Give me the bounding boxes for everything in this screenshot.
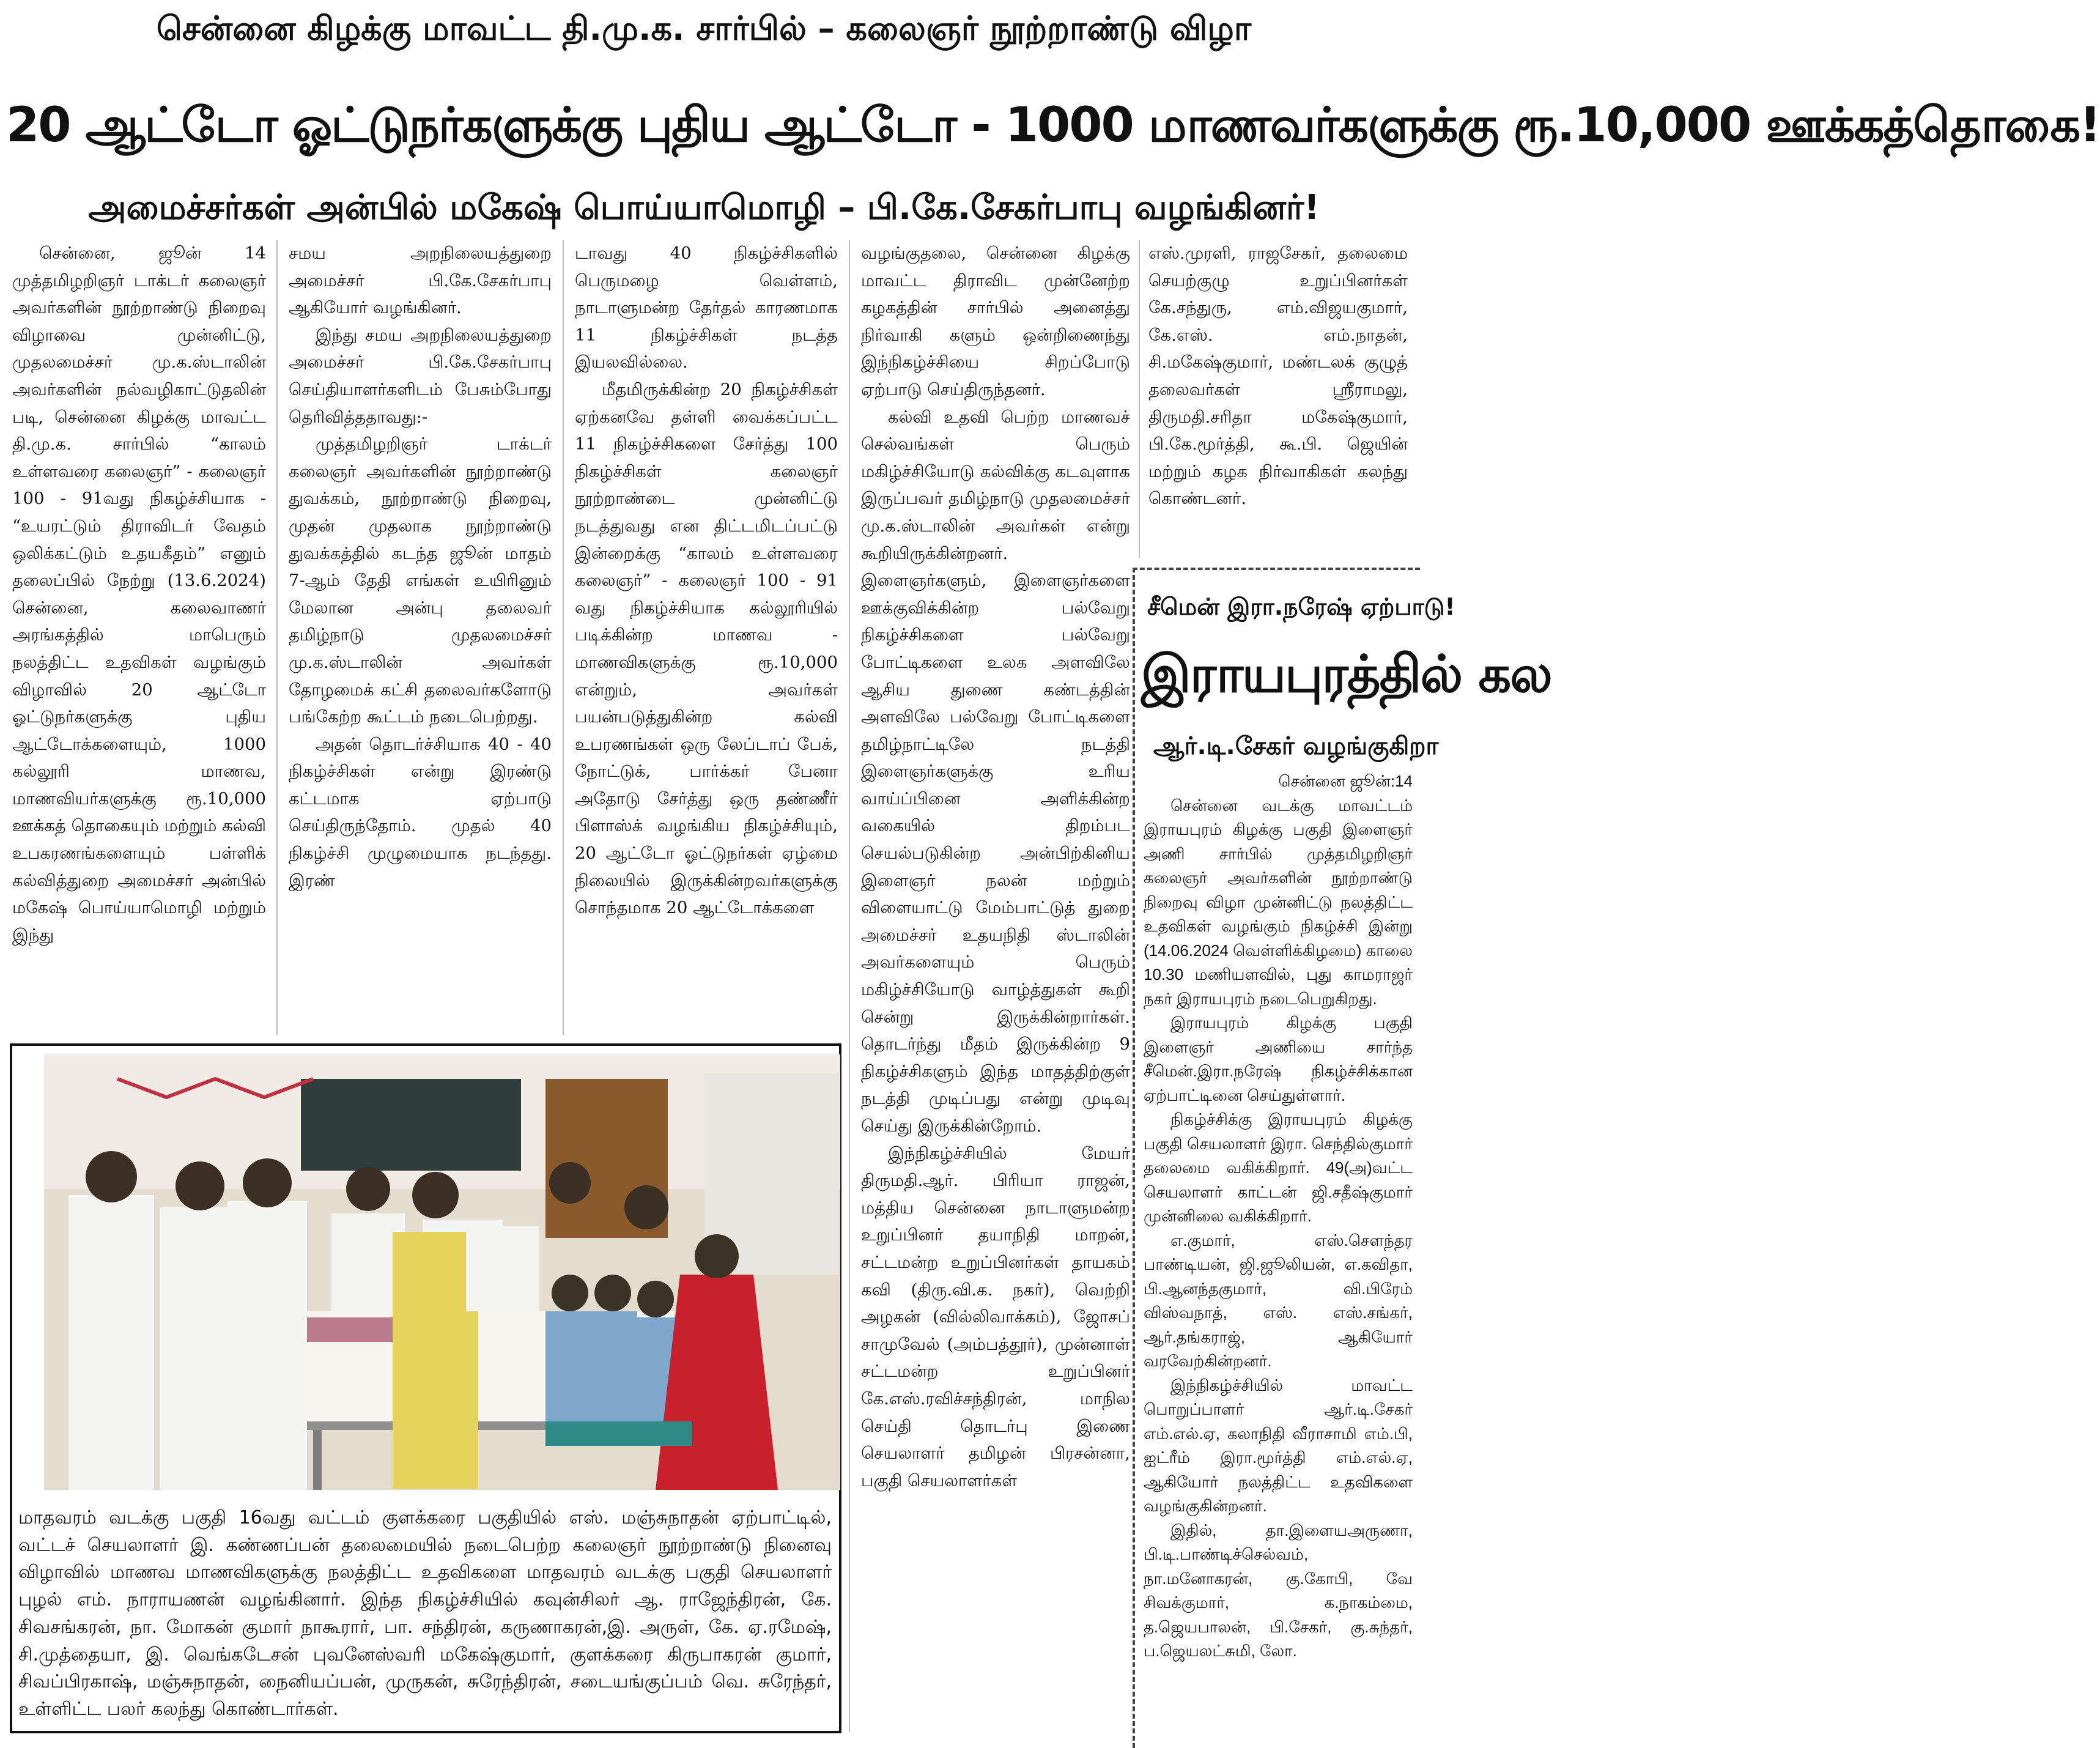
article-column-3 <box>575 240 838 1035</box>
event-photo <box>44 1054 840 1490</box>
sidebar-kicker: சீமென் இரா.நரேஷ் ஏற்பாடு! <box>1147 593 1455 620</box>
column-divider <box>1139 240 1140 558</box>
article-column-2 <box>289 240 552 1035</box>
article-column-4 <box>861 240 1130 1732</box>
article-kicker: சென்னை கிழக்கு மாவட்ட தி.மு.க. சார்பில் – கலைஞர் நூற்றாண்டு விழா <box>156 9 1252 48</box>
photo-feature <box>10 1043 841 1733</box>
paragraph: இந்து சமய அறநிலையத்துறை அமைச்சர் பி.கே.சேகர்பாபு செய்தியாளர்களிடம் பேசும்போது தெரிவித்ததாவது:- <box>289 325 552 427</box>
column-divider <box>276 240 278 1035</box>
column-divider <box>563 240 564 1035</box>
sidebar-body <box>1144 769 1413 1748</box>
article-column-1 <box>12 240 266 1035</box>
paragraph: சமய அறநிலையத்துறை அமைச்சர் பி.கே.சேகர்பாபு ஆகியோர் வழங்கினர். <box>289 243 552 318</box>
column-divider <box>849 240 850 1732</box>
sidebar-article <box>1133 568 1551 1748</box>
article-headline: 20 ஆட்டோ ஓட்டுநர்களுக்கு புதிய ஆட்டோ - 1000 மாணவர்களுக்கு ரூ.10,000 ஊக்கத்தொகை! <box>6 98 2100 153</box>
sidebar-subhead: ஆர்.டி.சேகர் வழங்குகிறா <box>1153 732 1439 760</box>
paragraph: மீதமிருக்கின்ற 20 நிகழ்ச்சிகள் ஏற்கனவே தள்ளி வைக்கப்பட்ட 11 நிகழ்ச்சிகளை சேர்த்து 100 நிகழ்ச்சிகள் கலைஞர் நூற்றாண்டை முன்னிட்டு நடத்துவது என திட்டமிடப்பட்டு இன்றைக்கு “காலம் உள்ளவரை கலைஞர்” - கலைஞர் 100 - 91 வது நிகழ்ச்சியாக கல்லூரியில் படிக்கின்ற மாணவ - மாணவிகளுக்கு ரூ.10,000 என்றும், அவர்கள் பயன்படுத்துகின்ற கல்வி உபரணங்கள் ஒரு லேப்டாப் பேக், நோட்டுக், பார்க்கர் பேனா அதோடு சேர்த்து ஒரு தண்ணீர் பிளாஸ்க் வழங்கிய நிகழ்ச்சியும், 20 ஆட்டோ ஓட்டுநர்கள் ஏழ்மை நிலையில் இருக்கின்றவர்களுக்கு சொந்தமாக 20 ஆட்டோக்களை <box>575 379 838 918</box>
event-photo-illustration <box>44 1054 840 1490</box>
paragraph: டாவது 40 நிகழ்ச்சிகளில் பெருமழை வெள்ளம், நாடாளுமன்ற தேர்தல் காரணமாக 11 நிகழ்ச்சிகள் நடத்த இயலவில்லை. <box>575 243 838 372</box>
sidebar-headline: இராயபுரத்தில் கல <box>1141 644 1551 704</box>
paragraph: நிகழ்ச்சிக்கு இராயபுரம் கிழக்கு பகுதி செயலாளர் இரா. செந்தில்குமார் தலைமை வகிக்கிறார். 49(அ)வட்ட செயலாளர் காட்டன் ஜி.சதீஷ்குமார் முன்னிலை வகிக்கிறார். <box>1144 1110 1413 1225</box>
article-subhead: அமைச்சர்கள் அன்பில் மகேஷ் பொய்யாமொழி – பி.கே.சேகர்பாபு வழங்கினர்! <box>88 188 1320 228</box>
article-column-5 <box>1148 240 1408 558</box>
paragraph: சென்னை வடக்கு மாவட்டம் இராயபுரம் கிழக்கு பகுதி இளைஞர் அணி சார்பில் முத்தமிழறிஞர் கலைஞர் அவர்களின் நூற்றாண்டு நிறைவு விழா முன்னிட்டு நலத்திட்ட உதவிகள் வழங்கும் நிகழ்ச்சி இன்று (14.06.2024 வெள்ளிக்கிழமை) காலை 10.30 மணியளவில், புது காமராஜர் நகர் இராயபுரம் நடைபெறுகிறது. <box>1144 796 1413 1008</box>
paragraph: எ.குமார், எஸ்.சௌந்தர பாண்டியன், ஜி.ஜூலியன், எ.கவிதா, பி.ஆனந்தகுமார், வி.பிரேம் விஸ்வநாத், எஸ். எஸ்.சங்கர், ஆர்.தங்கராஜ், ஆகியோர் வரவேற்கின்றனர். <box>1144 1231 1413 1370</box>
paragraph: சென்னை, ஜூன் 14 முத்தமிழறிஞர் டாக்டர் கலைஞர் அவர்களின் நூற்றாண்டு நிறைவு விழாவை முன்னிட்டு, முதலமைச்சர் மு.க.ஸ்டாலின் அவர்களின் நல்வழிகாட்டுதலின் படி, சென்னை கிழக்கு மாவட்ட தி.மு.க. சார்பில் “காலம் உள்ளவரை கலைஞர்” - கலைஞர் 100 - 91வது நிகழ்ச்சியாக - “உயரட்டும் திராவிடர் வேதம் ஒலிக்கட்டும் உதயகீதம்” எனும் தலைப்பில் நேற்று (13.6.2024) சென்னை, கலைவாணர் அரங்கத்தில் மாபெரும் நலத்திட்ட உதவிகள் வழங்கும் விழாவில் 20 ஆட்டோ ஓட்டுநர்களுக்கு புதிய ஆட்டோக்களையும், 1000 கல்லூரி மாணவ, மாணவியர்களுக்கு ரூ.10,000 ஊக்கத் தொகையும் மற்றும் கல்வி உபகரணங்களையும் பள்ளிக் கல்வித்துறை அமைச்சர் அன்பில் மகேஷ் பொய்யாமொழி மற்றும் இந்து <box>12 243 266 945</box>
paragraph: இந்நிகழ்ச்சியில் மாவட்ட பொறுப்பாளர் ஆர்.டி.சேகர் எம்.எல்.ஏ, கலாநிதி வீராசாமி எம்.பி, ஐட்ரீம் இரா.மூர்த்தி எம்.எல்.ஏ, ஆகியோர் நலத்திட்ட உதவிகளை வழங்குகின்றனர். <box>1144 1376 1413 1515</box>
paragraph: வழங்குதலை, சென்னை கிழக்கு மாவட்ட திராவிட முன்னேற்ற கழகத்தின் சார்பில் அனைத்து நிர்வாகி களும் ஒன்றிணைந்து இந்நிகழ்ச்சியை சிறப்போடு ஏற்பாடு செய்திருந்தனர். <box>861 243 1130 399</box>
paragraph: அதன் தொடர்ச்சியாக 40 - 40 நிகழ்ச்சிகள் என்று இரண்டு கட்டமாக ஏற்பாடு செய்திருந்தோம். முதல் 40 நிகழ்ச்சி முழுமையாக நடந்தது. இரண் <box>289 734 552 891</box>
paragraph: இராயபுரம் கிழக்கு பகுதி இளைஞர் அணியை சார்ந்த சீமென்.இரா.நரேஷ் நிகழ்ச்சிக்கான ஏற்பாட்டினை செய்துள்ளார். <box>1144 1013 1413 1105</box>
sidebar-dateline: சென்னை ஜூன்:14 <box>1278 772 1413 790</box>
paragraph: இதில், தா.இளையஅருணா, பி.டி.பாண்டிச்செல்வம், நா.மனோகரன், கு.கோபி, வே சிவக்குமார், க.நாகம்மை, த.ஜெயபாலன், பி.சேகர், கு.சுந்தர், ப.ஜெயலட்சுமி, லோ. <box>1144 1520 1413 1660</box>
photo-caption: மாதவரம் வடக்கு பகுதி 16வது வட்டம் குளக்கரை பகுதியில் எஸ். மஞ்சுநாதன் ஏற்பாட்டில், வட்டச் செயலாளர் இ. கண்ணப்பன் தலைமையில் நடைபெற்ற கலைஞர் நூற்றாண்டு நினைவு விழாவில் மாணவ மாணவிகளுக்கு நலத்திட்ட உதவிகளை மாதவரம் வடக்கு பகுதி செயலாளர் புழல் எம். நாராயணன் வழங்கினார். இந்த நிகழ்ச்சியில் கவுன்சிலர் ஆ. ராஜேந்திரன், கே. சிவசங்கரன், நா. மோகன் குமார் நாகூரார், பா. சந்திரன், கருணாகரன்,இ. அருள், கே. ஏ.ரமேஷ், சி.முத்தையா, இ. வெங்கடேசன் புவனேஸ்வரி மகேஷ்குமார், குளக்கரை கிருபாகரன் குமார், சிவப்பிரகாஷ், மஞ்சுநாதன், நைனியப்பன், முருகன், சுரேந்திரன், சடையங்குப்பம் வெ. சுரேந்தர், உள்ளிட்ட பலர் கலந்து கொண்டார்கள். <box>18 1507 832 1720</box>
paragraph: எஸ்.முரளி, ராஜசேகர், தலைமை செயற்குழு உறுப்பினர்கள் கே.சந்துரு, எம்.விஜயகுமார், கே.எஸ். எம்.நாதன், சி.மகேஷ்குமார், மண்டலக் குழுத் தலைவர்கள் ஸ்ரீராமலு, திருமதி.சரிதா மகேஷ்குமார், பி.கே.மூர்த்தி, கூ.பி. ஜெயின் மற்றும் கழக நிர்வாகிகள் கலந்து கொண்டனர். <box>1148 243 1408 509</box>
paragraph: இந்நிகழ்ச்சியில் மேயர் திருமதி.ஆர். பிரியா ராஜன், மத்திய சென்னை நாடாளுமன்ற உறுப்பினர் தயாநிதி மாறன், சட்டமன்ற உறுப்பினர்கள் தாயகம் கவி (திரு.வி.க. நகர்), வெற்றி அழகன் (வில்லிவாக்கம்), ஜோசப் சாமுவேல் (அம்பத்தூர்), முன்னாள் சட்டமன்ற உறுப்பினர் கே.எஸ்.ரவிச்சந்திரன், மாநில செய்தி தொடர்பு இணை செயலாளர் தமிழன் பிரசன்னா, பகுதி செயலாளர்கள் <box>861 1143 1130 1491</box>
paragraph: முத்தமிழறிஞர் டாக்டர் கலைஞர் அவர்களின் நூற்றாண்டு துவக்கம், நூற்றாண்டு நிறைவு, முதன் முதலாக நூற்றாண்டு துவக்கத்தில் கடந்த ஜூன் மாதம் 7-ஆம் தேதி எங்கள் உயிரினும் மேலான அன்பு தலைவர் தமிழ்நாடு முதலமைச்சர் மு.க.ஸ்டாலின் அவர்கள் தோழமைக் கட்சி தலைவர்களோடு பங்கேற்ற கூட்டம் நடைபெற்றது. <box>289 434 552 727</box>
paragraph: கல்வி உதவி பெற்ற மாணவச் செல்வங்கள் பெரும் மகிழ்ச்சியோடு கல்விக்கு கடவுளாக இருப்பவர் தமிழ்நாடு முதலமைச்சர் மு.க.ஸ்டாலின் அவர்கள் என்று கூறியிருக்கின்றனர். இளைஞர்களும், இளைஞர்களை ஊக்குவிக்கின்ற பல்வேறு நிகழ்ச்சிகளை பல்வேறு போட்டிகளை உலக அளவிலே ஆசிய துணை கண்டத்தின் அளவிலே பல்வேறு போட்டிகளை தமிழ்நாட்டிலே நடத்தி இளைஞர்களுக்கு உரிய வாய்ப்பினை அளிக்கின்ற வகையில் திறம்பட செயல்படுகின்ற அன்பிற்கினிய இளைஞர் நலன் மற்றும் விளையாட்டு மேம்பாட்டுத் துறை அமைச்சர் உதயநிதி ஸ்டாலின் அவர்களையும் பெரும் மகிழ்ச்சியோடு வாழ்த்துகள் கூறி சென்று இருக்கின்றார்கள். தொடர்ந்து மீதம் இருக்கின்ற 9 நிகழ்ச்சிகளும் இந்த மாதத்திற்குள் நடத்தி முடிப்பது என்று முடிவு செய்து இருக்கின்றோம். <box>861 407 1130 1136</box>
